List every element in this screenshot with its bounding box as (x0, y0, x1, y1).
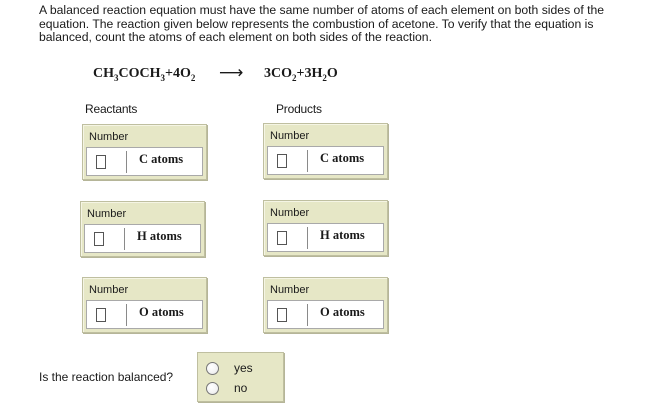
reactant-oxygen-input[interactable] (96, 308, 106, 322)
number-input-box[interactable] (271, 150, 308, 172)
equation-reactants: $CH_3COCH_3+4O_2$ (93, 66, 196, 83)
number-label: Number (270, 207, 310, 219)
number-input-box[interactable] (88, 228, 125, 250)
reactant-oxygen-panel (82, 277, 207, 333)
number-label: Number (270, 284, 310, 296)
carbon-atoms-unit: C atoms (320, 151, 365, 165)
hydrogen-atoms-unit: H atoms (137, 229, 182, 243)
answer-area (86, 147, 203, 176)
number-label: Number (87, 208, 127, 220)
reactants-heading: Reactants (85, 102, 138, 116)
yes-radio-button[interactable] (206, 362, 219, 375)
number-label: Number (89, 131, 129, 143)
no-radio-button[interactable] (206, 382, 219, 395)
balance-options-panel (197, 352, 284, 402)
number-label: Number (270, 130, 310, 142)
equation-products: $3CO_2+3H_2O$ (264, 66, 338, 83)
instructions-text: A balanced reaction equation must have the same number of atoms of each element on both sides of the equation. The reaction given below represents the combustion of acetone. To verify that the equation is balanced, count the atoms of each element on both sides of the reaction. (39, 3, 605, 44)
reactant-carbon-input[interactable] (96, 155, 106, 169)
answer-area (267, 300, 384, 329)
number-label: Number (89, 284, 129, 296)
yes-label[interactable]: yes (234, 361, 253, 375)
answer-area (86, 300, 203, 329)
reactant-hydrogen-panel (80, 201, 205, 257)
reaction-arrow: ⟶ (219, 63, 244, 82)
answer-area (84, 224, 201, 253)
products-heading: Products (276, 102, 322, 116)
number-input-box[interactable] (90, 151, 127, 173)
product-hydrogen-input[interactable] (277, 231, 287, 245)
oxygen-atoms-unit: O atoms (320, 305, 365, 319)
carbon-atoms-unit: C atoms (139, 152, 184, 166)
reactant-carbon-panel (82, 124, 207, 180)
number-input-box[interactable] (271, 304, 308, 326)
number-input-box[interactable] (271, 227, 308, 249)
answer-area (267, 223, 384, 252)
product-carbon-input[interactable] (277, 154, 287, 168)
no-label[interactable]: no (234, 381, 248, 395)
answer-area (267, 146, 384, 175)
number-input-box[interactable] (90, 304, 127, 326)
product-carbon-panel (263, 123, 388, 179)
hydrogen-atoms-unit: H atoms (320, 228, 365, 242)
product-oxygen-panel (263, 277, 388, 333)
oxygen-atoms-unit: O atoms (139, 305, 184, 319)
product-hydrogen-panel (263, 200, 388, 256)
product-oxygen-input[interactable] (277, 308, 287, 322)
balance-question: Is the reaction balanced? (39, 370, 174, 384)
reactant-hydrogen-input[interactable] (94, 232, 104, 246)
